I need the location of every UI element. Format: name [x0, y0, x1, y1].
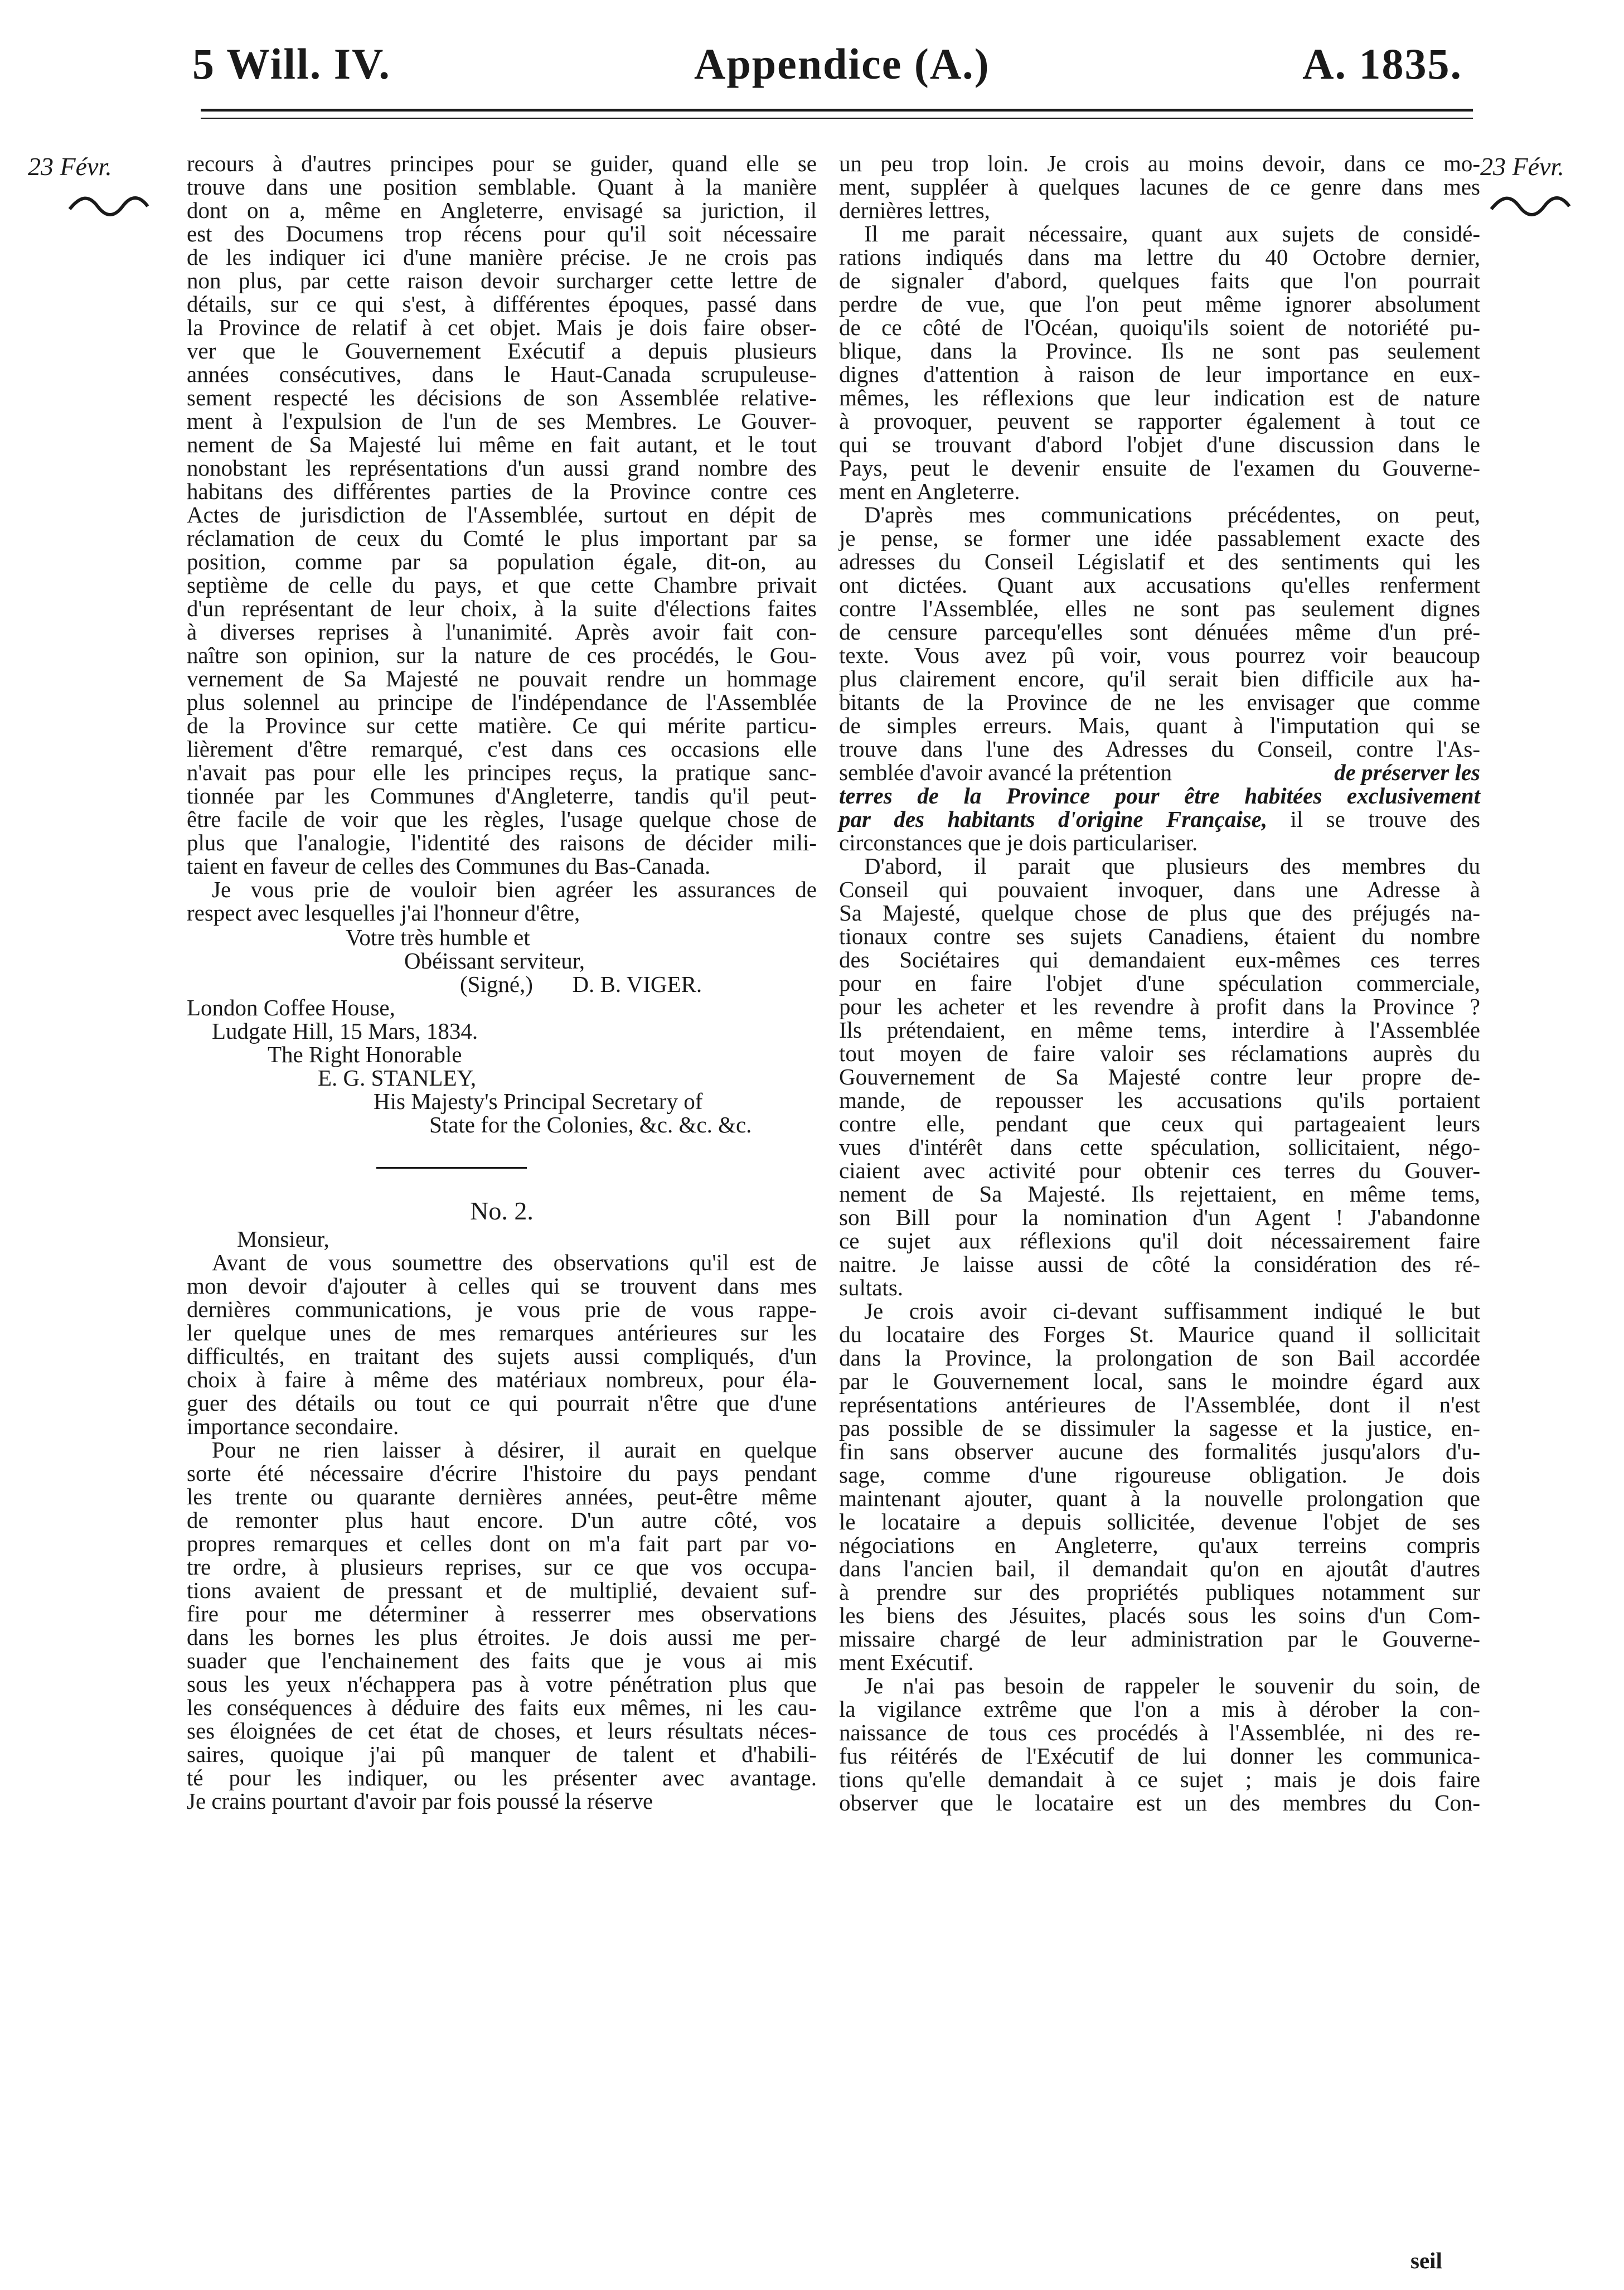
- text-line: perdre de vue, que l'on peut même ignorer absolument: [839, 291, 1480, 317]
- header-year: A. 1835.: [1302, 40, 1462, 88]
- address-date: Ludgate Hill, 15 Mars, 1834.: [212, 1018, 478, 1044]
- text-line: qui se trouvant d'abord l'objet d'une discussion dans le: [839, 432, 1480, 457]
- text-line: tout moyen de faire valoir ses réclamations auprès du: [839, 1040, 1480, 1066]
- text-line: le locataire a depuis sollicitée, devenue l'objet de ses: [839, 1509, 1480, 1534]
- margin-date-right: 23 Févr.: [1480, 152, 1564, 181]
- text-line: adresses du Conseil Législatif et des sentiments qui les: [839, 549, 1480, 574]
- text-line: négociations en Angleterre, qu'aux terreins compris: [839, 1532, 1480, 1558]
- text-line: choix à faire à même des matériaux nombreux, pour éla-: [187, 1367, 817, 1392]
- text-line: dernières lettres,: [839, 197, 990, 223]
- text-line: dans la Province, la prolongation de son Bail accordée: [839, 1345, 1480, 1371]
- flourish-ornament-left: [67, 192, 151, 220]
- text-line: suader que l'enchainement des faits que je vous ai mis: [187, 1648, 817, 1673]
- text-line: dernières communications, je vous prie de vous rappe-: [187, 1296, 817, 1322]
- text-line: Ils prétendaient, en même tems, interdire à l'Assemblée: [839, 1017, 1480, 1043]
- text-line: tionaux contre ses sujets Canadiens, étaient du nombre: [839, 923, 1480, 949]
- text-line: té pour les indiquer, ou les présenter avec avantage.: [187, 1765, 817, 1790]
- right-para3-italic: [839, 784, 1480, 854]
- text-line: d'un représentant de leur choix, à la suite d'élections faites: [187, 596, 817, 621]
- italic-fragment-3: par des habitants d'origine Française,: [839, 806, 1268, 832]
- signature-block: [187, 926, 817, 996]
- text-line: saires, quoique j'ai pû manquer de talent et d'habili-: [187, 1741, 817, 1767]
- text-line: Actes de jurisdiction de l'Assemblée, surtout en dépit de: [187, 502, 817, 527]
- text-line: D'après mes communications précédentes, on peut,: [864, 502, 1480, 527]
- letter2-salutation: Monsieur,: [237, 1226, 329, 1252]
- text-line: de simples erreurs. Mais, quant à l'imputation qui se: [839, 713, 1480, 738]
- text-line: n'avait pas pour elle les principes reçus, la pratique sanc-: [187, 759, 817, 785]
- right-para6: [839, 1674, 1480, 1814]
- signature-line2: Obéissant serviteur,: [404, 948, 585, 974]
- italic-line-3: [839, 807, 1480, 831]
- text-line: les conséquences à déduire des faits eux mêmes, ni les cau-: [187, 1694, 817, 1720]
- text-line: Je crains pourtant d'avoir par fois poussé la réserve: [187, 1788, 653, 1814]
- text-line: Sa Majesté, quelque chose de plus que des préjugés na-: [839, 900, 1480, 926]
- text-line: naitre. Je laisse aussi de côté la considération des ré-: [839, 1251, 1480, 1277]
- text-line: ment, suppléer à quelques lacunes de ce genre dans mes: [839, 174, 1480, 200]
- catchword: seil: [1410, 2248, 1442, 2273]
- text-line: dignes d'attention à raison de leur importance en eux-: [839, 361, 1480, 387]
- addressee-title: The Right Honorable: [268, 1042, 462, 1067]
- text-line: les biens des Jésuites, placés sous les soins d'un Com-: [839, 1602, 1480, 1628]
- text-line: naître son opinion, sur la nature de ces procédés, le Gou-: [187, 642, 817, 668]
- text-line: mon devoir d'ajouter à celles qui se trouvent dans mes: [187, 1273, 817, 1299]
- text-line: des Sociétaires qui demandaient eux-mêmes ces terres: [839, 947, 1480, 972]
- text-line: Je vous prie de vouloir bien agréer les assurances de: [212, 877, 817, 902]
- text-line: pas possible de se dissimuler la sagesse et la justice, en-: [839, 1415, 1480, 1441]
- text-line: blique, dans la Province. Ils ne sont pas seulement: [839, 338, 1480, 364]
- text-line: respect avec lesquelles j'ai l'honneur d'être,: [187, 900, 580, 926]
- text-line: missaire chargé de leur administration par le Gouverne-: [839, 1626, 1480, 1652]
- text-line: ce sujet aux réflexions qu'il doit nécessairement faire: [839, 1228, 1480, 1253]
- right-para5: [839, 1299, 1480, 1674]
- letter2-title: No. 2.: [470, 1197, 534, 1225]
- text-line: son Bill pour la nomination d'un Agent ! J'abandonne: [839, 1204, 1480, 1230]
- text-line: ment Exécutif.: [839, 1649, 974, 1675]
- right-para3: [839, 503, 1480, 784]
- text-line: habitans des différentes parties de la Province contre ces: [187, 478, 817, 504]
- text-line: Je crois avoir ci-devant suffisamment indiqué le but: [864, 1298, 1480, 1324]
- text-line: de les indiquer ici d'une manière précise. Je ne crois pas: [187, 244, 817, 270]
- text-line: Je n'ai pas besoin de rappeler le souvenir du soin, de: [864, 1673, 1480, 1698]
- text-line: par le Gouvernement local, sans le moindre égard aux: [839, 1368, 1480, 1394]
- text-line: position, comme par sa population égale, dit-on, au: [187, 549, 817, 574]
- text-line: fin sans observer aucune des formalités jusqu'alors d'u-: [839, 1439, 1480, 1464]
- text-line: difficultés, en traitant des sujets aussi compliqués, d'un: [187, 1343, 817, 1369]
- text-line: tre ordre, à plusieurs reprises, sur ce que vos occupa-: [187, 1554, 817, 1580]
- text-line: dont on a, même en Angleterre, envisagé sa juriction, il: [187, 197, 817, 223]
- header-title: Appendice (A.): [694, 40, 990, 88]
- text-line: plus que l'analogie, l'identité des raisons de décider mili-: [187, 830, 817, 855]
- text-line: de ce côté de l'Océan, quoiqu'ils soient de notoriété pu-: [839, 314, 1480, 340]
- text-line: de signaler d'abord, quelques faits que l'on pourrait: [839, 268, 1480, 293]
- text-line: Conseil qui pouvaient invoquer, dans une Adresse à: [839, 877, 1480, 902]
- italic-line-2: terres de la Province pour être habitées exclusivement: [839, 783, 1480, 808]
- text-line: texte. Vous avez pû voir, vous pourrez voir beaucoup: [839, 642, 1480, 668]
- text-line: plus solennel au principe de l'indépendance de l'Assemblée: [187, 689, 817, 715]
- text-line: sement respecté les décisions de son Assemblée relative-: [187, 385, 817, 410]
- letter1-body: [187, 152, 817, 878]
- text-line: ment en Angleterre.: [839, 478, 1020, 504]
- address-place: London Coffee House,: [187, 995, 395, 1020]
- text-line: à prendre sur des propriétés publiques notamment sur: [839, 1579, 1480, 1605]
- text-line: réclamation de ceux du Comté le plus important par sa: [187, 525, 817, 551]
- margin-date-left: 23 Févr.: [28, 152, 112, 181]
- header-rule-thick: [201, 109, 1473, 112]
- right-para2: [839, 222, 1480, 503]
- text-line: pour en faire l'objet d'une spéculation commerciale,: [839, 970, 1480, 996]
- addressee-office: His Majesty's Principal Secretary of: [374, 1088, 703, 1114]
- text-line: contre elle, pendant que ceux qui partageaient leurs: [839, 1111, 1480, 1136]
- text-line: de la Province sur cette matière. Ce qui mérite particu-: [187, 713, 817, 738]
- text-line: observer que le locataire est un des membres du Con-: [839, 1790, 1480, 1815]
- text-line: être facile de voir que les règles, l'usage quelque chose de: [187, 806, 817, 832]
- italic-fragment-1: de préserver les: [1334, 759, 1480, 785]
- text-line: les trente ou quarante dernières années, peut-être même: [187, 1484, 817, 1509]
- text-line: vernement de Sa Majesté ne pouvait rendre un hommage: [187, 666, 817, 691]
- text-line: la vigilance extrême que l'on a mis à dérober la con-: [839, 1696, 1480, 1722]
- text-line: bitants de la Province de ne les envisager que comme: [839, 689, 1480, 715]
- signature-line1: Votre très humble et: [346, 924, 530, 950]
- text-line: lièrement d'être remarqué, c'est dans ces occasions elle: [187, 736, 817, 762]
- text-line: sage, comme d'une rigoureuse obligation. Je dois: [839, 1462, 1480, 1488]
- text-line: sultats.: [839, 1275, 904, 1300]
- text-line: années consécutives, dans le Haut-Canada scrupuleuse-: [187, 361, 817, 387]
- text-line: détails, sur ce qui s'est, à différentes époques, passé dans: [187, 291, 817, 317]
- text-line: la Province de relatif à cet objet. Mais je dois faire obser-: [187, 314, 817, 340]
- text-line: fire pour me déterminer à resserrer mes observations: [187, 1601, 817, 1626]
- text-line: de censure parcequ'elles sont dénuées même d'un pré-: [839, 619, 1480, 645]
- text-line: trouve dans l'une des Adresses du Conseil, contre l'As-: [839, 736, 1480, 762]
- para3-last: circonstances que je dois particulariser.: [839, 830, 1198, 855]
- section-divider: [376, 1167, 527, 1169]
- header-volume: 5 Will. IV.: [192, 40, 391, 88]
- text-line: Avant de vous soumettre des observations qu'il est de: [212, 1250, 817, 1275]
- signatory-name: D. B. VIGER.: [572, 971, 702, 997]
- text-line: contre l'Assemblée, elles ne sont pas seulement dignes: [839, 596, 1480, 621]
- text-line: tions qu'elle demandait à ce sujet ; mais je dois faire: [839, 1766, 1480, 1792]
- text-line: propres remarques et celles dont on m'a fait part par vo-: [187, 1531, 817, 1556]
- text-line: nonobstant les représentations d'un aussi grand nombre des: [187, 455, 817, 481]
- left-column: [187, 152, 817, 1813]
- text-line: dans l'ancien bail, il demandait qu'on en ajoutât d'autres: [839, 1556, 1480, 1581]
- text-line: Gouvernement de Sa Majesté contre leur propre de-: [839, 1064, 1480, 1090]
- addressee-name: E. G. STANLEY,: [318, 1065, 477, 1091]
- text-line: septième de celle du pays, et que cette Chambre privait: [187, 572, 817, 598]
- header-rule-thin: [201, 118, 1473, 119]
- text-line: D'abord, il parait que plusieurs des membres du: [864, 853, 1480, 879]
- text-line: fus réitérés de l'Exécutif de lui donner les communica-: [839, 1743, 1480, 1769]
- letter2-para1: [187, 1251, 817, 1438]
- text-line: ment à l'expulsion de l'un de ses Membres. Le Gouver-: [187, 408, 817, 434]
- text-line: taient en faveur de celles des Communes du Bas-Canada.: [187, 853, 711, 879]
- text-line: [839, 761, 1480, 784]
- text-line: dans les bornes les plus étroites. Je dois aussi me per-: [187, 1624, 817, 1650]
- text-line: plus clairement encore, qu'il serait bien difficile aux ha-: [839, 666, 1480, 691]
- text-line: pour les acheter et les revendre à profit dans la Province ?: [839, 994, 1480, 1019]
- text-line: à diverses reprises à l'unanimité. Après avoir fait con-: [187, 619, 817, 645]
- right-column: [839, 152, 1480, 1814]
- text-line: ciaient avec activité pour obtenir ces terres du Gouver-: [839, 1158, 1480, 1183]
- text-line: sous les yeux n'échappera pas à votre pénétration plus que: [187, 1671, 817, 1697]
- text-line: rations indiqués dans ma lettre du 40 Octobre dernier,: [839, 244, 1480, 270]
- para3-tail: il se trouve des: [1290, 806, 1480, 832]
- letter2-para2: [187, 1438, 817, 1813]
- text-line: mande, de repousser les accusations qu'ils portaient: [839, 1087, 1480, 1113]
- text-line: mêmes, les réflexions que leur indication est de nature: [839, 385, 1480, 410]
- text-line: nement de Sa Majesté lui même en fait autant, et le tout: [187, 432, 817, 457]
- text-line: nement de Sa Majesté. Ils rejettaient, en même tems,: [839, 1181, 1480, 1207]
- text-line: naissance de tous ces procédés à l'Assemblée, ni des re-: [839, 1720, 1480, 1745]
- text-line: un peu trop loin. Je crois au moins devoir, dans ce mo-: [839, 151, 1480, 176]
- text-line: ont dictées. Quant aux accusations qu'elles renferment: [839, 572, 1480, 598]
- text-line: du locataire des Forges St. Maurice quand il sollicitait: [839, 1321, 1480, 1347]
- text-line: à provoquer, peuvent se rapporter également à tout ce: [839, 408, 1480, 434]
- text-line: ver que le Gouvernement Exécutif a depuis plusieurs: [187, 338, 817, 364]
- text-line: Pour ne rien laisser à désirer, il aurait en quelque: [212, 1437, 817, 1463]
- right-para1: [839, 152, 1480, 222]
- text-line: est des Documens trop récens pour qu'il soit nécessaire: [187, 221, 817, 246]
- text-line: représentations antérieures de l'Assemblée, dont il n'est: [839, 1392, 1480, 1417]
- text-line: importance secondaire.: [187, 1413, 399, 1439]
- text-line: tions avaient de pressant et de multiplié, devaient suf-: [187, 1577, 817, 1603]
- text-line: tionnée par les Communes d'Angleterre, tandis qu'il peut-: [187, 783, 817, 808]
- text-line: ses éloignées de cet état de choses, et leurs résultats néces-: [187, 1718, 817, 1744]
- text-line: Pays, peut le devenir ensuite de l'examen du Gouverne-: [839, 455, 1480, 481]
- text-line: vues d'intérêt dans cette spéculation, sollicitaient, négo-: [839, 1134, 1480, 1160]
- address-block: [187, 996, 817, 1136]
- text-line: Il me parait nécessaire, quant aux sujets de considé-: [864, 221, 1480, 246]
- text-line: ler quelque unes de mes remarques antérieures sur les: [187, 1320, 817, 1345]
- right-para4: [839, 854, 1480, 1299]
- text-line: non plus, par cette raison devoir surcharger cette lettre de: [187, 268, 817, 293]
- letter1-closing: [187, 878, 817, 924]
- text-line: recours à d'autres principes pour se guider, quand elle se: [187, 151, 817, 176]
- text-line: trouve dans une position semblable. Quant à la manière: [187, 174, 817, 200]
- text-line: de remonter plus haut encore. D'un autre côté, vos: [187, 1507, 817, 1533]
- flourish-ornament-right: [1489, 192, 1572, 220]
- para3-line-text: semblée d'avoir avancé la prétention: [839, 759, 1172, 785]
- addressee-office-2: State for the Colonies, &c. &c. &c.: [429, 1112, 752, 1137]
- text-line: guer des détails ou tout ce qui pourrait n'être que d'une: [187, 1390, 817, 1416]
- text-line: maintenant ajouter, quant à la nouvelle prolongation que: [839, 1485, 1480, 1511]
- text-line: sorte été nécessaire d'écrire l'histoire du pays pendant: [187, 1460, 817, 1486]
- text-line: je pense, se former une idée passablement exacte des: [839, 525, 1480, 551]
- signed-note: (Signé,): [460, 971, 533, 997]
